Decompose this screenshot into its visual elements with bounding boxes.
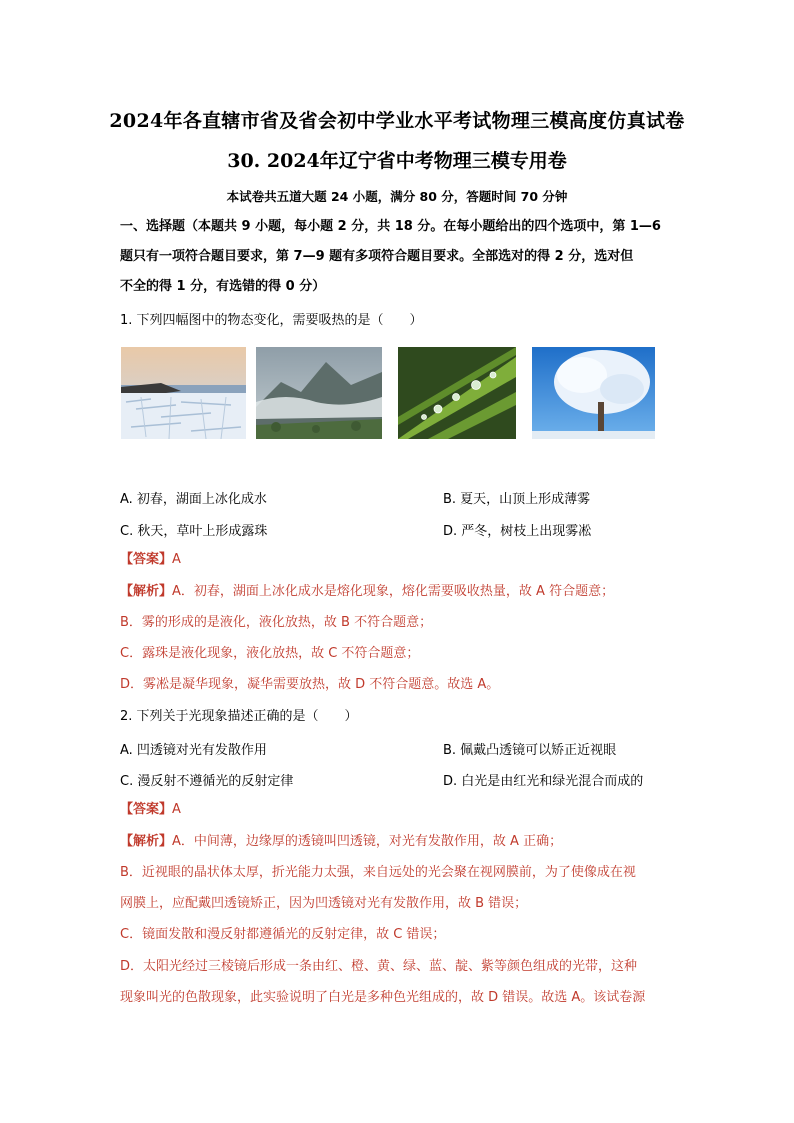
frozen-lake-icon xyxy=(121,347,246,439)
q2-option-a: A. 凹透镜对光有发散作用 xyxy=(120,743,267,758)
q1-analysis-line-1 xyxy=(120,583,680,601)
q2-option-c: C. 漫反射不遵循光的反射定律 xyxy=(120,774,294,789)
dew-leaf-icon xyxy=(398,347,516,439)
q2-analysis-line-1 xyxy=(120,833,680,851)
q1-analysis-line-3: C．露珠是液化现象，液化放热，故 C 不符合题意； xyxy=(120,646,420,661)
rime-tree-icon xyxy=(532,347,655,439)
q2-answer-label: 【答案】 xyxy=(120,802,173,817)
q1-analysis-line-2: B．雾的形成的是液化，液化放热，故 B 不符合题意； xyxy=(120,615,433,630)
q1-option-d: D. 严冬，树枝上出现雾凇 xyxy=(443,524,592,539)
document-title: 2024年各直辖市省及省会初中学业水平考试物理三模高度仿真试卷 xyxy=(109,110,685,132)
exam-info: 本试卷共五道大题 24 小题，满分 80 分，答题时间 70 分钟 xyxy=(226,189,568,204)
q1-analysis-label: 【解析】 xyxy=(120,584,173,599)
q1-option-a: A. 初春，湖面上冰化成水 xyxy=(120,492,267,507)
q2-analysis-line-4: C．镜面发散和漫反射都遵循光的反射定律，故 C 错误； xyxy=(120,927,446,942)
q2-answer-value: A xyxy=(172,802,181,817)
q2-analysis-text-1: A．中间薄，边缘厚的透镜叫凹透镜，对光有发散作用，故 A 正确； xyxy=(172,834,563,849)
mountain-fog-icon xyxy=(256,347,382,439)
q2-analysis-line-5: D．太阳光经过三棱镜后形成一条由红、橙、黄、绿、蓝、靛、紫等颜色组成的光带，这种 xyxy=(120,959,638,974)
section-heading-line-2: 题只有一项符合题目要求，第 7—9 题有多项符合题目要求。全部选对的得 2 分，选对但 xyxy=(120,249,634,264)
q1-answer-label: 【答案】 xyxy=(120,552,173,567)
q1-answer-value: A xyxy=(172,552,181,567)
question-1-stem: 1. 下列四幅图中的物态变化，需要吸热的是（ ） xyxy=(120,313,423,328)
q1-option-c: C. 秋天，草叶上形成露珠 xyxy=(120,524,268,539)
exam-title: 30. 2024年辽宁省中考物理三模专用卷 xyxy=(227,150,567,172)
section-heading-line-1: 一、选择题（本题共 9 小题，每小题 2 分，共 18 分。在每小题给出的四个选项中，第 1—6 xyxy=(120,219,661,234)
q2-analysis-label: 【解析】 xyxy=(120,834,173,849)
question-2-stem: 2. 下列关于光现象描述正确的是（ ） xyxy=(120,709,358,724)
q2-answer xyxy=(120,801,680,819)
q1-analysis-text-1: A．初春，湖面上冰化成水是熔化现象，熔化需要吸收热量，故 A 符合题意； xyxy=(172,584,615,599)
q2-analysis-line-3: 网膜上，应配戴凹透镜矫正，因为凹透镜对光有发散作用，故 B 错误； xyxy=(120,896,528,911)
section-heading-line-3: 不全的得 1 分，有选错的得 0 分） xyxy=(120,279,326,294)
q2-option-b: B. 佩戴凸透镜可以矫正近视眼 xyxy=(443,743,617,758)
q2-analysis-line-6: 现象叫光的色散现象，此实验说明了白光是多种色光组成的，故 D 错误。故选 A。该试卷源 xyxy=(120,990,646,1005)
q2-analysis-line-2: B．近视眼的晶状体太厚，折光能力太强，来自远处的光会聚在视网膜前，为了使像成在视 xyxy=(120,865,636,880)
q1-answer xyxy=(120,551,680,569)
q1-analysis-line-4: D．雾凇是凝华现象，凝华需要放热，故 D 不符合题意。故选 A。 xyxy=(120,677,500,692)
q1-option-b: B. 夏天，山顶上形成薄雾 xyxy=(443,492,591,507)
q2-option-d: D. 白光是由红光和绿光混合而成的 xyxy=(443,774,644,789)
